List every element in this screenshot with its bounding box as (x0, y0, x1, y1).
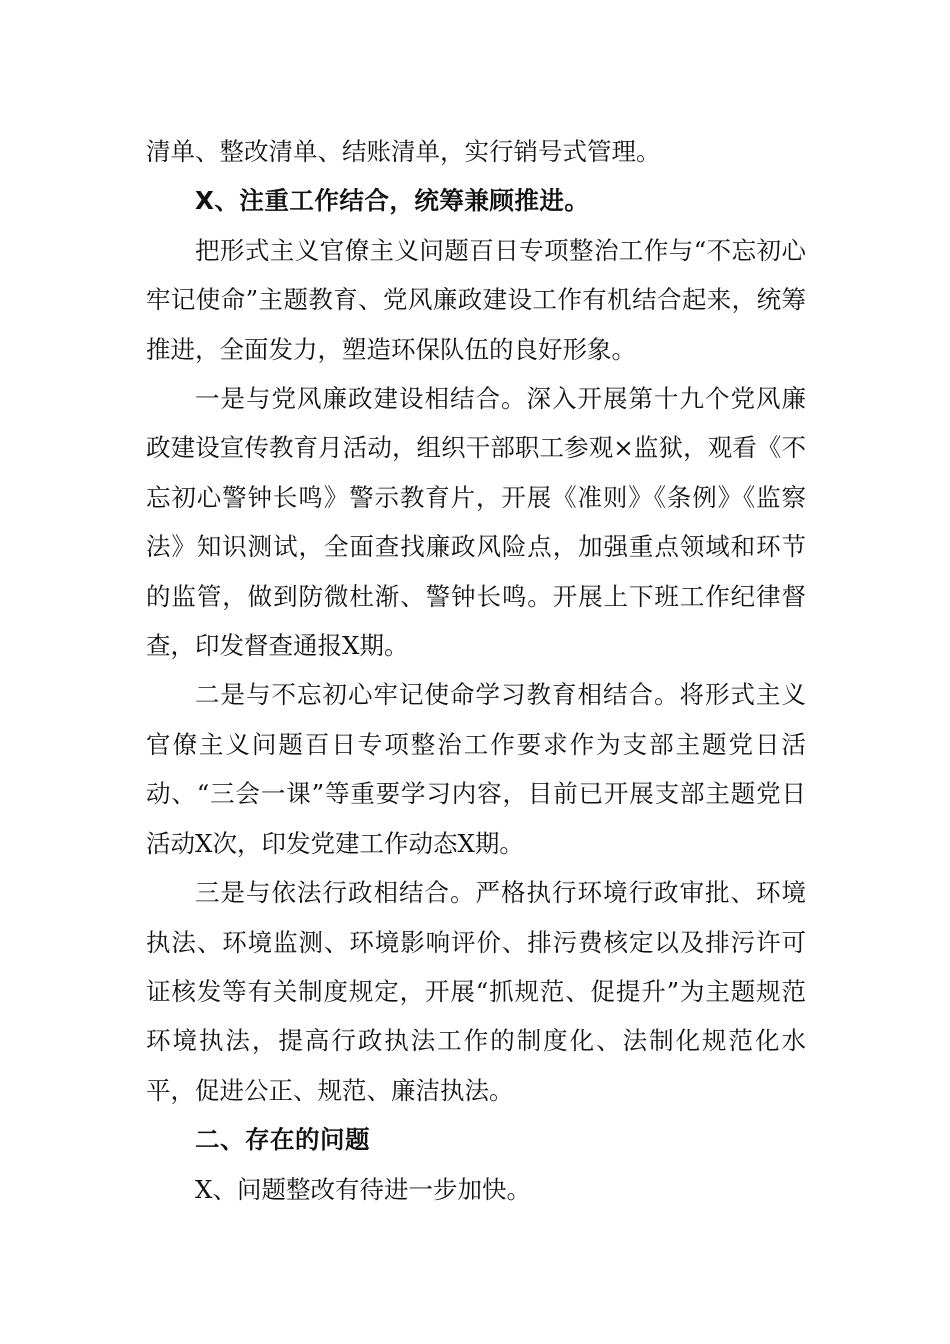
section-heading: 二、存在的问题 (195, 1125, 370, 1155)
paragraph-intro: 把形式主义官僚主义问题百日专项整治工作与“不忘初心牢记使命”主题教育、党风廉政建设工作有机结合起来，统筹推进，全面发力，塑造环保队伍的良好形象。 (146, 235, 806, 364)
section-subheading: X、注重工作结合，统筹兼顾推进。 (195, 186, 590, 216)
paragraph-item-one: 一是与党风廉政建设相结合。深入开展第十九个党风廉政建设宣传教育月活动，组织干部职工参观×监狱，观看《不忘初心警钟长鸣》警示教育片，开展《准则》《条例》《监察法》知识测试，全面查找廉政风险点，加强重点领域和环节的监管，做到防微杜渐、警钟长鸣。开展上下班工作纪律督查，印发督查通报X期。 (146, 384, 806, 661)
document-body (146, 127, 806, 1214)
paragraph-continuation: 清单、整改清单、结账清单，实行销号式管理。 (146, 137, 661, 166)
paragraph-item-three: 三是与依法行政相结合。严格执行环境行政审批、环境执法、环境监测、环境影响评价、排污费核定以及排污许可证核发等有关制度规定，开展“抓规范、促提升”为主题规范环境执法，提高行政执法工作的制度化、法制化规范化水平，促进公正、规范、廉洁执法。 (146, 878, 806, 1105)
paragraph-problem-one: X、问题整改有待进一步加快。 (195, 1174, 531, 1204)
paragraph-item-two: 二是与不忘初心牢记使命学习教育相结合。将形式主义官僚主义问题百日专项整治工作要求作为支部主题党日活动、“三会一课”等重要学习内容，目前已开展支部主题党日活动X次，印发党建工作动态X期。 (146, 680, 806, 858)
